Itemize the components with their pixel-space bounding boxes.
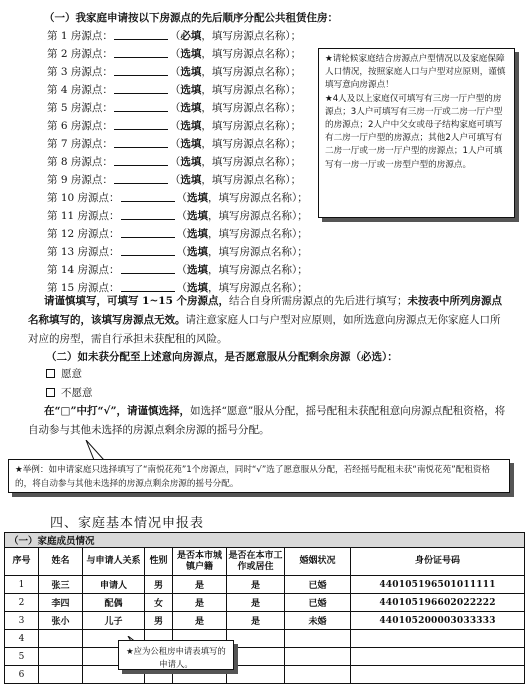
table-cell[interactable]: 440105200003033333 bbox=[351, 612, 525, 630]
column-header: 性别 bbox=[145, 548, 173, 576]
table-row bbox=[5, 666, 525, 684]
family-member-table bbox=[4, 532, 525, 684]
column-header: 是否本市城镇户籍 bbox=[173, 548, 227, 576]
table-cell[interactable] bbox=[39, 630, 83, 648]
table-cell[interactable] bbox=[39, 666, 83, 684]
table-cell[interactable] bbox=[285, 666, 351, 684]
table-cell[interactable] bbox=[351, 666, 525, 684]
paren-open: （ bbox=[169, 84, 181, 96]
source-row-hint: ，填写房源点名称）； bbox=[201, 84, 302, 96]
willing-label: 愿意 bbox=[61, 368, 82, 380]
source-row-hint: ，填写房源点名称）； bbox=[208, 228, 308, 240]
required-flag: 必填 bbox=[180, 30, 202, 42]
source-row-hint: ，填写房源点名称）； bbox=[201, 48, 302, 60]
source-row-hint: ，填写房源点名称）； bbox=[201, 66, 302, 78]
table-cell[interactable] bbox=[351, 630, 525, 648]
required-flag: 选填 bbox=[187, 246, 209, 258]
source-row-hint: ，填写房源点名称）； bbox=[208, 282, 308, 294]
option-willing[interactable] bbox=[46, 366, 82, 382]
table-cell: 1 bbox=[5, 576, 39, 594]
household-type-callout: ★请轮候家庭结合房源点户型情况以及家庭保障人口情况，按照家庭人口与户型对应原则，谨慎填写意向房源点！ ★4人及以上家庭仅可填写有三房一厅户型的房源点；3人户可填写有三房一厅或二房一厅户型的房源点；2人户中父女或母子结构家庭可填写有二房一厅户型的房源点；其他2人户可填写有二房一厅或一房一厅户型的房源点；1人户可填写有一房一厅或一房型户型的房源点。 bbox=[318, 48, 515, 218]
source-name-blank[interactable] bbox=[114, 28, 168, 40]
paren-open: （ bbox=[176, 228, 188, 240]
table-cell[interactable] bbox=[351, 648, 525, 666]
instruction-bold-1: 请谨慎填写，可填写 1~15 个房源点， bbox=[44, 295, 230, 307]
example-callout: ★举例：如申请家庭只选择填写了“南悦花苑”1个房源点，同时“√”选了愿意服从分配，若经摇号配租未获“南悦花苑”配租资格的，将自动参与其他未选择的房源点剩余房源的摇号分配。 bbox=[8, 459, 510, 493]
table-cell: 5 bbox=[5, 648, 39, 666]
table-cell[interactable]: 440105196602022222 bbox=[351, 594, 525, 612]
instruction-normal-1: 结合自身所需房源点的先后进行填写； bbox=[229, 295, 408, 307]
source-row-label: 第 13 房源点： bbox=[47, 246, 120, 258]
table-cell[interactable]: 是 bbox=[227, 576, 285, 594]
column-header: 婚姻状况 bbox=[285, 548, 351, 576]
section-two-heading: （二）如未获分配至上述意向房源点，是否愿意服从分配剩余房源（必选）： bbox=[46, 351, 398, 363]
instruction-normal-2: 请注意家庭人口与户型对应原则，如所选意向房源点无你家庭人口所对应的房型，需自行承担未获配租的风险。 bbox=[28, 314, 501, 345]
source-row-label: 第 9 房源点： bbox=[47, 174, 113, 186]
source-row bbox=[47, 100, 301, 116]
table-cell[interactable]: 是 bbox=[227, 612, 285, 630]
source-row-hint: ，填写房源点名称）； bbox=[201, 102, 302, 114]
source-row-hint: ，填写房源点名称）； bbox=[201, 30, 302, 42]
table-cell[interactable]: 是 bbox=[173, 612, 227, 630]
required-flag: 选填 bbox=[180, 48, 202, 60]
table-cell[interactable]: 配偶 bbox=[83, 594, 145, 612]
source-name-blank[interactable] bbox=[121, 262, 175, 274]
required-flag: 选填 bbox=[180, 120, 202, 132]
source-row-label: 第 15 房源点： bbox=[47, 282, 120, 294]
source-name-blank[interactable] bbox=[121, 280, 175, 292]
source-row bbox=[47, 28, 301, 44]
source-row-label: 第 10 房源点： bbox=[47, 192, 120, 204]
source-row bbox=[47, 190, 308, 206]
paren-open: （ bbox=[176, 264, 188, 276]
source-name-blank[interactable] bbox=[121, 244, 175, 256]
source-name-blank[interactable] bbox=[114, 46, 168, 58]
table-row bbox=[5, 594, 525, 612]
paren-open: （ bbox=[169, 102, 181, 114]
source-row bbox=[47, 172, 301, 188]
table-row bbox=[5, 630, 525, 648]
source-row-label: 第 4 房源点： bbox=[47, 84, 113, 96]
source-row bbox=[47, 64, 301, 80]
section-one-heading: （一）我家庭申请按以下房源点的先后顺序分配公共租赁住房： bbox=[44, 12, 338, 24]
paren-open: （ bbox=[176, 210, 188, 222]
source-row bbox=[47, 136, 301, 152]
column-header: 姓名 bbox=[39, 548, 83, 576]
unwilling-checkbox[interactable] bbox=[46, 388, 55, 397]
source-row-label: 第 12 房源点： bbox=[47, 228, 120, 240]
table-cell[interactable]: 是 bbox=[173, 576, 227, 594]
table-cell[interactable]: 男 bbox=[145, 612, 173, 630]
source-row-hint: ，填写房源点名称）； bbox=[201, 138, 302, 150]
table-cell[interactable]: 440105196501011111 bbox=[351, 576, 525, 594]
family-member-subhead: （一）家庭成员情况 bbox=[5, 533, 525, 548]
source-name-blank[interactable] bbox=[114, 118, 168, 130]
section-four-title: 四、家庭基本情况申报表 bbox=[50, 516, 205, 531]
source-row-label: 第 5 房源点： bbox=[47, 102, 113, 114]
paren-open: （ bbox=[169, 66, 181, 78]
table-cell[interactable]: 男 bbox=[145, 576, 173, 594]
table-cell[interactable] bbox=[227, 648, 285, 666]
source-name-blank[interactable] bbox=[114, 100, 168, 112]
source-row-label: 第 1 房源点： bbox=[47, 30, 113, 42]
source-row-hint: ，填写房源点名称）； bbox=[201, 156, 302, 168]
required-flag: 选填 bbox=[180, 66, 202, 78]
unwilling-label: 不愿意 bbox=[61, 387, 93, 399]
applicant-note-callout: ★应为公租房申请表填写的申请人。 bbox=[118, 640, 234, 670]
source-name-blank[interactable] bbox=[114, 82, 168, 94]
table-cell[interactable] bbox=[39, 648, 83, 666]
option-unwilling[interactable] bbox=[46, 385, 93, 401]
source-row-label: 第 7 房源点： bbox=[47, 138, 113, 150]
source-name-blank[interactable] bbox=[114, 154, 168, 166]
table-cell[interactable]: 申请人 bbox=[83, 576, 145, 594]
table-row bbox=[5, 648, 525, 666]
source-row bbox=[47, 262, 308, 278]
required-flag: 选填 bbox=[180, 138, 202, 150]
table-cell[interactable]: 是 bbox=[173, 594, 227, 612]
source-name-blank[interactable] bbox=[121, 226, 175, 238]
table-row bbox=[5, 612, 525, 630]
required-flag: 选填 bbox=[180, 84, 202, 96]
table-cell: 3 bbox=[5, 612, 39, 630]
table-cell: 2 bbox=[5, 594, 39, 612]
table-cell: 6 bbox=[5, 666, 39, 684]
table-cell[interactable]: 张三 bbox=[39, 576, 83, 594]
required-flag: 选填 bbox=[187, 192, 209, 204]
table-cell[interactable] bbox=[285, 630, 351, 648]
source-row-label: 第 8 房源点： bbox=[47, 156, 113, 168]
required-flag: 选填 bbox=[187, 228, 209, 240]
source-row bbox=[47, 154, 301, 170]
source-row-label: 第 6 房源点： bbox=[47, 120, 113, 132]
table-cell[interactable]: 未婚 bbox=[285, 612, 351, 630]
source-row bbox=[47, 244, 308, 260]
source-row-hint: ，填写房源点名称）； bbox=[208, 246, 308, 258]
paren-open: （ bbox=[176, 192, 188, 204]
source-row-label: 第 14 房源点： bbox=[47, 264, 120, 276]
source-row bbox=[47, 226, 308, 242]
paren-open: （ bbox=[169, 48, 181, 60]
instruction-bold-2: 未按表中所列房源点名称填写的，该填写房源点无效。 bbox=[28, 295, 503, 326]
source-row bbox=[47, 208, 308, 224]
required-flag: 选填 bbox=[187, 282, 209, 294]
paren-open: （ bbox=[169, 30, 181, 42]
source-row-hint: ，填写房源点名称）； bbox=[201, 174, 302, 186]
source-row-label: 第 11 房源点： bbox=[47, 210, 120, 222]
paren-open: （ bbox=[176, 246, 188, 258]
source-row-label: 第 2 房源点： bbox=[47, 48, 113, 60]
table-cell[interactable] bbox=[285, 648, 351, 666]
column-header: 身份证号码 bbox=[351, 548, 525, 576]
paren-open: （ bbox=[169, 120, 181, 132]
column-header: 序号 bbox=[5, 548, 39, 576]
table-cell[interactable]: 张小 bbox=[39, 612, 83, 630]
source-row bbox=[47, 118, 301, 134]
source-row-hint: ，填写房源点名称）； bbox=[208, 264, 308, 276]
table-cell[interactable]: 已婚 bbox=[285, 576, 351, 594]
source-row-hint: ，填写房源点名称）； bbox=[201, 120, 302, 132]
paren-open: （ bbox=[169, 156, 181, 168]
source-name-blank[interactable] bbox=[121, 190, 175, 202]
required-flag: 选填 bbox=[187, 210, 209, 222]
section-two-instruction bbox=[28, 402, 508, 440]
required-flag: 选填 bbox=[180, 174, 202, 186]
source-name-blank[interactable] bbox=[114, 172, 168, 184]
table-row bbox=[5, 576, 525, 594]
source-row bbox=[47, 46, 301, 62]
source-row-hint: ，填写房源点名称）； bbox=[208, 210, 308, 222]
section-two-instruction-normal: 如选择“愿意”服从分配，摇号配租未获配租意向房源点配租资格，将自动参与其他未选择的房源点剩余房源的摇号分配。 bbox=[28, 405, 506, 436]
willing-checkbox[interactable] bbox=[46, 369, 55, 378]
table-cell[interactable] bbox=[227, 630, 285, 648]
required-flag: 选填 bbox=[180, 156, 202, 168]
source-row-hint: ，填写房源点名称）； bbox=[208, 192, 308, 204]
source-name-blank[interactable] bbox=[121, 208, 175, 220]
table-cell[interactable]: 已婚 bbox=[285, 594, 351, 612]
table-cell[interactable]: 女 bbox=[145, 594, 173, 612]
table-cell[interactable]: 是 bbox=[227, 594, 285, 612]
paren-open: （ bbox=[176, 282, 188, 294]
family-member-table-wrap bbox=[4, 532, 524, 684]
section-one-instruction bbox=[28, 292, 508, 349]
table-cell: 4 bbox=[5, 630, 39, 648]
source-row-label: 第 3 房源点： bbox=[47, 66, 113, 78]
table-header-row bbox=[5, 548, 525, 576]
source-name-blank[interactable] bbox=[114, 64, 168, 76]
paren-open: （ bbox=[169, 138, 181, 150]
column-header: 是否在本市工作或居住 bbox=[227, 548, 285, 576]
source-row bbox=[47, 82, 301, 98]
required-flag: 选填 bbox=[187, 264, 209, 276]
column-header: 与申请人关系 bbox=[83, 548, 145, 576]
table-cell[interactable] bbox=[227, 666, 285, 684]
source-name-blank[interactable] bbox=[114, 136, 168, 148]
required-flag: 选填 bbox=[180, 102, 202, 114]
section-two-instruction-bold: 在“□”中打“√”，请谨慎选择， bbox=[44, 405, 190, 417]
paren-open: （ bbox=[169, 174, 181, 186]
table-cell[interactable]: 儿子 bbox=[83, 612, 145, 630]
table-cell[interactable]: 李四 bbox=[39, 594, 83, 612]
